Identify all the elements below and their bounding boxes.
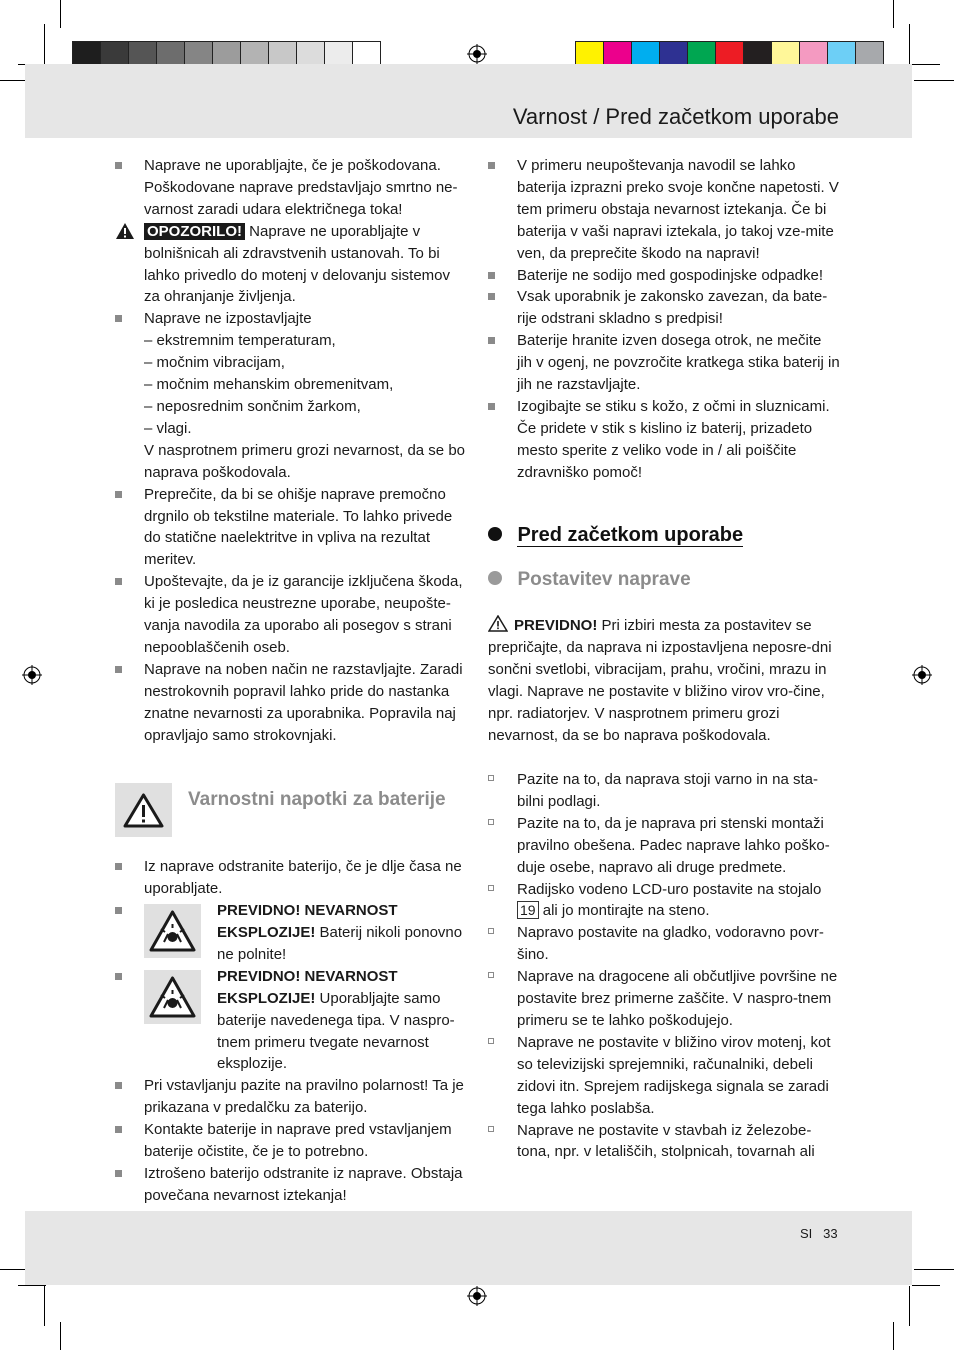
explosion-hazard-icon — [144, 904, 201, 958]
list-item: Iztrošeno baterijo odstranite iz naprave. Obstaja povečana nevarnost iztekanja! — [115, 1163, 467, 1207]
crop-mark — [44, 1286, 45, 1326]
crop-mark — [60, 1322, 61, 1350]
crop-mark — [18, 1285, 46, 1286]
caution-paragraph: PREVIDNO! Pri izbiri mesta za postavitev se prepričajte, da naprava ni izpostavljena neposre-dni sončni svetlobi, vibracijam, prahu, vročini, mrazu in vlagi. Naprave ne postavite v bližino virov vro-čine, npr. radiatorjev. V nasprotnem primeru grozi nevarnost, da se bo naprava poškodovala. — [488, 617, 832, 744]
language-code: SI — [800, 1226, 813, 1241]
list-item: Upoštevajte, da je iz garancije izključena škoda, ki je posledica neustrezne uporabe, neupošte-vanja navodila za uporabo ali posegov s strani nepooblaščenih oseb. — [115, 571, 467, 659]
list-item: Kontakte baterije in naprave pred vstavljanjem baterije očistite, če je to potrebno. — [115, 1119, 467, 1163]
warning-tag: OPOZORILO! — [144, 223, 245, 240]
crop-mark — [893, 0, 894, 28]
crop-mark — [914, 1269, 954, 1270]
list-item: Iz naprave odstranite baterijo, če je dlje časa ne uporabljate. — [115, 856, 467, 900]
registration-mark-icon — [912, 665, 932, 685]
setup-list — [488, 769, 840, 1163]
list-item: PREVIDNO! NEVARNOST EKSPLOZIJE! Uporabljajte samo baterije navedenega tipa. V naspro-tnem primeru tvegate nevarnost eksplozije. — [115, 966, 467, 1076]
bullet-dot-icon — [488, 571, 502, 585]
crop-mark — [60, 0, 61, 28]
list-item: Naprave ne postavite v bližino virov motenj, kot so televizijski sprejemniki, računalniki, debeli zidovi itn. Sprejem radijskega signala se zaradi tega lahko poslabša. — [488, 1032, 840, 1120]
battery-heading: Varnostni napotki za baterije — [188, 789, 446, 810]
sub-heading: Postavitev naprave — [488, 569, 691, 591]
footer-band — [25, 1211, 912, 1285]
list-item: PREVIDNO! NEVARNOST EKSPLOZIJE! Baterij nikoli ponovno ne polnite! — [115, 900, 467, 966]
list-item: Pri vstavljanju pazite na pravilno polarnost! Ta je prikazana v predalčku za baterijo. — [115, 1075, 467, 1119]
list-item: Pazite na to, da je naprava pri stenski montaži pravilno obešena. Padec naprave lahko poško-duje osebe, napravo ali druge predmete. — [488, 813, 840, 879]
crop-mark — [912, 64, 940, 65]
list-item: Preprečite, da bi se ohišje naprave premočno drgnilo ob tekstilne materiale. To lahko privede do statične naelektritve in vpliva na rezultat meritev. — [115, 484, 467, 572]
list-item: Vsak uporabnik je zakonsko zavezan, da bate-rije odstrani skladno s predpisi! — [488, 286, 840, 330]
page-num: 33 — [823, 1226, 838, 1241]
explosion-hazard-icon — [144, 970, 201, 1024]
page-number — [800, 1226, 838, 1241]
list-item: V primeru neupoštevanja navodil se lahko baterija izprazni preko svoje končne napetosti. V tem primeru obstaja nevarnost iztekanja. Če bi baterija v vaši napravi iztekala, jo takoj vze-mite ven, da preprečite škodo na napravi! — [488, 155, 840, 265]
battery-list — [115, 856, 467, 1207]
list-item: Naprave ne izpostavljajte – ekstremnim temperaturam, – močnim vibracijam, – močnim mehanskim obremenitvam, – neposrednim sončnim žarkom, – vlagi. V nasprotnem primeru grozi nevarnost, da se bo naprava poškodovala. — [115, 308, 467, 483]
registration-mark-icon — [467, 44, 487, 64]
list-item: Izogibajte se stiku s kožo, z očmi in sluznicami. Če pridete v stik s kislino iz baterij, prizadeto mesto sperite z veliko vode in / ali poiščite zdravniško pomoč! — [488, 396, 840, 484]
registration-mark-icon — [467, 1286, 487, 1306]
left-column — [115, 155, 467, 746]
bullet-dot-icon — [488, 527, 502, 541]
list-item: Naprave na dragocene ali občutljive površine ne postavite brez primerne zaščite. V naspro-tnem primeru se te lahko poškodujejo. — [488, 966, 840, 1032]
crop-mark — [912, 1285, 940, 1286]
warning-triangle-icon — [115, 783, 172, 837]
list-item: Naprave ne uporabljajte, če je poškodovana. Poškodovane naprave predstavljajo smrtno ne-varnost zaradi udara električnega toka! — [115, 155, 467, 221]
list-item: Napravo postavite na gladko, vodoravno povr-šino. — [488, 922, 840, 966]
crop-mark — [44, 24, 45, 64]
list-item: Naprave ne postavite v stavbah iz železobe-tona, npr. v letališčih, stolpnicah, tovarnah ali — [488, 1120, 840, 1164]
list-item: Baterije hranite izven dosega otrok, ne mečite jih v ogenj, ne povzročite kratkega stika baterij in jih ne razstavljajte. — [488, 330, 840, 396]
crop-mark — [909, 24, 910, 64]
crop-mark — [909, 1286, 910, 1326]
list-item: Pazite na to, da naprava stoji varno in na sta-bilni podlagi. — [488, 769, 840, 813]
list-item: Baterije ne sodijo med gospodinjske odpadke! — [488, 265, 840, 287]
list-item: Naprave na noben način ne razstavljajte. Zaradi nestrokovnih popravil lahko pride do nastanka znatne nevarnosti za uporabnika. Popravila naj opravljajo samo strokovnjaki. — [115, 659, 467, 747]
page-title: Varnost / Pred začetkom uporabe — [512, 104, 839, 129]
section-heading: Pred začetkom uporabe — [488, 524, 743, 547]
list-item: Radijsko vodeno LCD-uro postavite na stojalo 19 ali jo montirajte na steno. — [488, 879, 840, 923]
battery-warning-box — [115, 783, 172, 837]
crop-mark — [914, 80, 954, 81]
warning-triangle-icon — [115, 222, 135, 240]
right-column — [488, 155, 840, 484]
crop-mark — [893, 1322, 894, 1350]
caution-triangle-icon — [488, 615, 508, 632]
part-reference: 19 — [517, 901, 539, 919]
registration-mark-icon — [22, 665, 42, 685]
warning-notice: OPOZORILO! Naprave ne uporabljajte v bolnišnicah ali zdravstvenih ustanovah. To bi lahko privedlo do motenj v delovanju sistemov za ohranjanje življenja. — [115, 221, 467, 309]
